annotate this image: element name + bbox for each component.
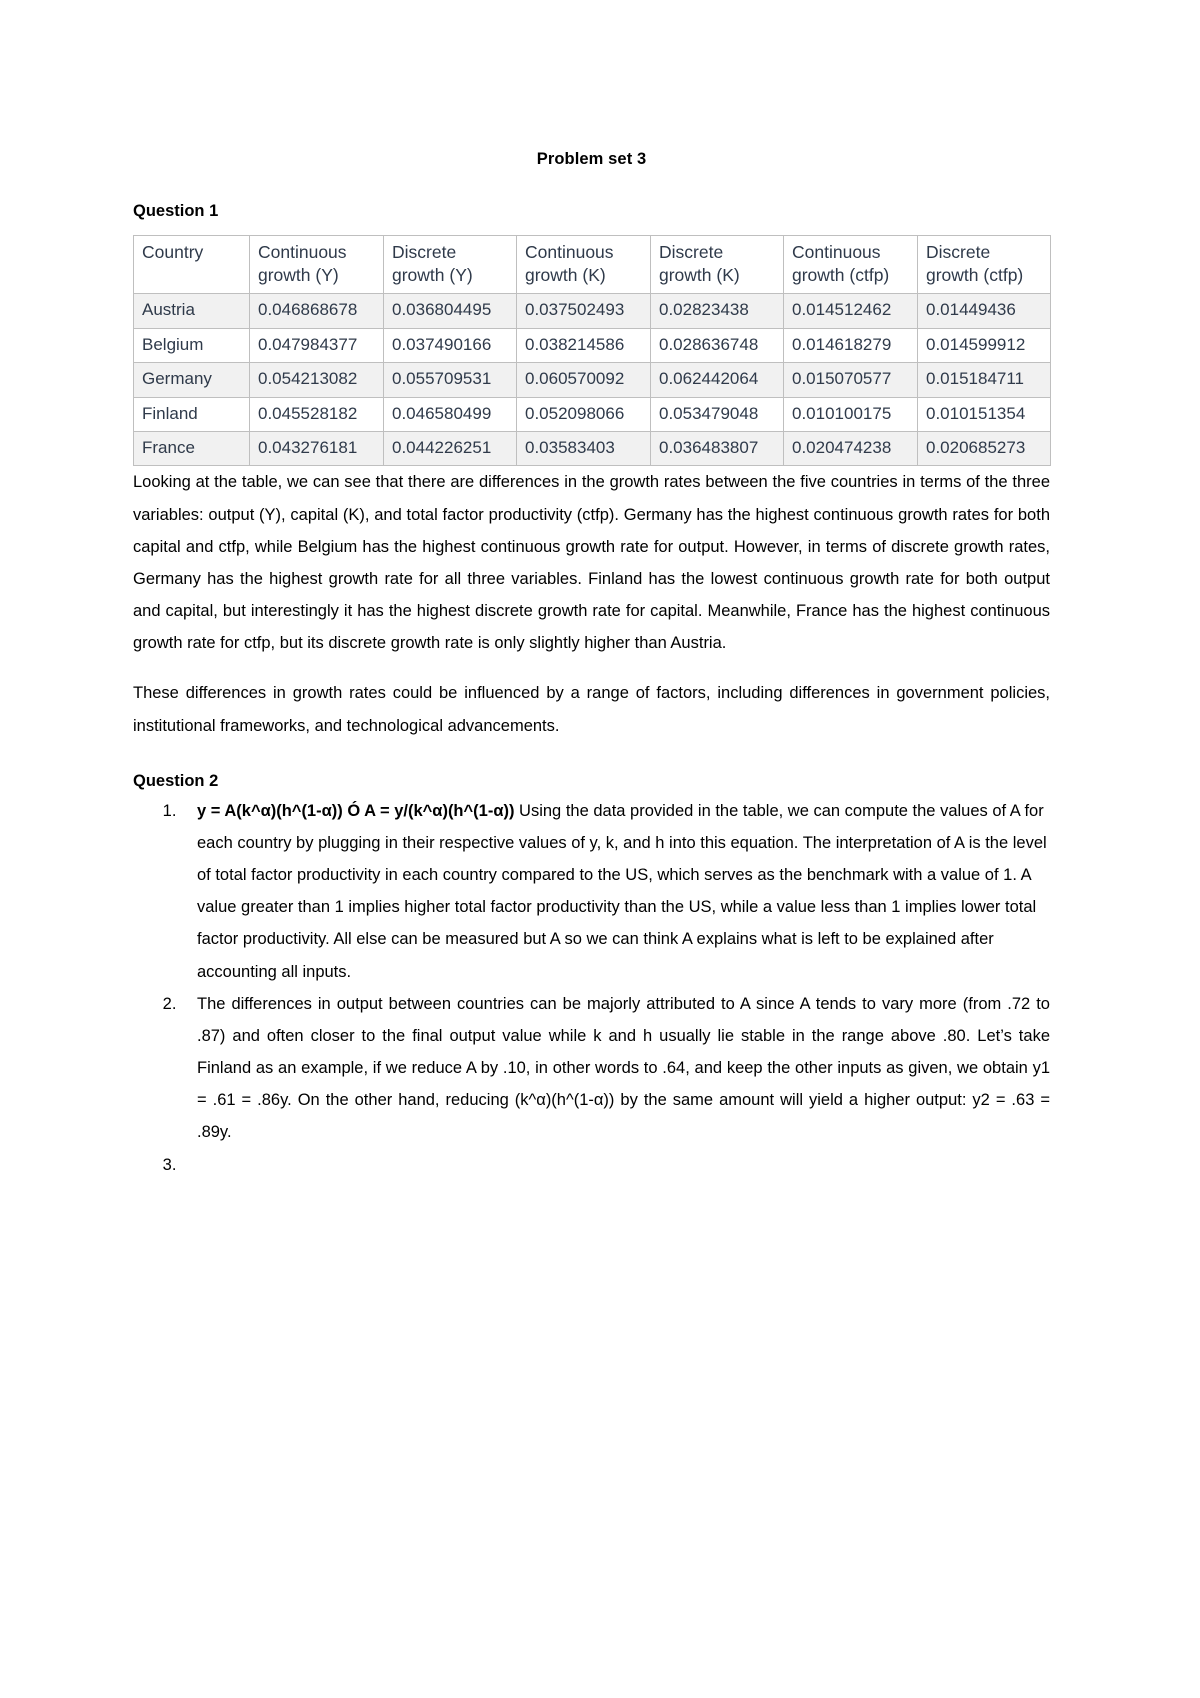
page-title: Problem set 3 <box>536 150 647 168</box>
cell-discrete-k: 0.062442064 <box>651 363 784 397</box>
cell-discrete-y: 0.046580499 <box>384 397 517 431</box>
cell-discrete-k: 0.036483807 <box>651 431 784 465</box>
cell-continuous-ctfp: 0.014512462 <box>784 294 918 328</box>
column-header-discrete-ctfp: Discrete growth (ctfp) <box>918 236 1051 294</box>
cell-continuous-y: 0.045528182 <box>250 397 384 431</box>
cell-continuous-ctfp: 0.015070577 <box>784 363 918 397</box>
list-item <box>181 1149 1050 1181</box>
cell-continuous-y: 0.047984377 <box>250 328 384 362</box>
table-row <box>134 328 1051 362</box>
question-2-list <box>133 795 1050 1181</box>
cell-continuous-ctfp: 0.020474238 <box>784 431 918 465</box>
cell-continuous-ctfp: 0.014618279 <box>784 328 918 362</box>
cell-discrete-ctfp: 0.010151354 <box>918 397 1051 431</box>
cell-country: Belgium <box>134 328 250 362</box>
question-2-item2-text: 2. The differences in output between countries can be majorly attributed to A since A tends to vary more (from .72 to .87) and often closer to the final output value while k and h usually lie stable in the range above .80. Let’s take Finland as an example, if we reduce A by .10, in other words to .64, and keep the other inputs as given, we obtain y1 = .61 = .86y. On the other hand, reducing (k^α)(h^(1-α)) by the same amount will yield a higher output: y2 = .63 = .89y. <box>197 994 1050 1142</box>
cell-discrete-ctfp: 0.020685273 <box>918 431 1051 465</box>
column-header-country: Country <box>134 236 250 294</box>
cell-discrete-y: 0.036804495 <box>384 294 517 328</box>
table-row <box>134 294 1051 328</box>
cell-discrete-ctfp: 0.015184711 <box>918 363 1051 397</box>
cell-continuous-k: 0.060570092 <box>517 363 651 397</box>
cell-continuous-k: 0.03583403 <box>517 431 651 465</box>
column-header-discrete-k: Discrete growth (K) <box>651 236 784 294</box>
tfp-formula: y = A(k^α)(h^(1-α)) Ó A = y/(k^α)(h^(1-α)) <box>197 801 515 820</box>
list-item <box>181 988 1050 1149</box>
cell-continuous-k: 0.037502493 <box>517 294 651 328</box>
column-header-continuous-y: Continuous growth (Y) <box>250 236 384 294</box>
cell-country: Germany <box>134 363 250 397</box>
table-row <box>134 363 1051 397</box>
question-1-paragraph-2: These differences in growth rates could be influenced by a range of factors, including differences in government policies, institutional frameworks, and technological advancements. <box>133 684 1050 735</box>
cell-continuous-k: 0.052098066 <box>517 397 651 431</box>
question-2-heading: Question 2 <box>133 771 219 790</box>
cell-continuous-k: 0.038214586 <box>517 328 651 362</box>
cell-continuous-y: 0.043276181 <box>250 431 384 465</box>
cell-discrete-k: 0.02823438 <box>651 294 784 328</box>
list-item <box>181 795 1050 988</box>
cell-continuous-y: 0.054213082 <box>250 363 384 397</box>
cell-country: France <box>134 431 250 465</box>
cell-discrete-y: 0.044226251 <box>384 431 517 465</box>
column-header-continuous-ctfp: Continuous growth (ctfp) <box>784 236 918 294</box>
cell-discrete-ctfp: 0.014599912 <box>918 328 1051 362</box>
cell-discrete-y: 0.055709531 <box>384 363 517 397</box>
question-2-item1-paragraph-2: The interpretation of A is the level of total factor productivity in each country compared to the US, which serves as the benchmark with a value of 1. A value greater than 1 implies higher total factor productivity than the US, while a value less than 1 implies lower total factor productivity. All else can be measured but A so we can think A explains what is left to be explained after accounting all inputs. <box>197 833 1047 981</box>
column-header-discrete-y: Discrete growth (Y) <box>384 236 517 294</box>
table-header-row <box>134 236 1051 294</box>
cell-continuous-y: 0.046868678 <box>250 294 384 328</box>
cell-continuous-ctfp: 0.010100175 <box>784 397 918 431</box>
cell-discrete-k: 0.028636748 <box>651 328 784 362</box>
cell-discrete-k: 0.053479048 <box>651 397 784 431</box>
cell-country: Austria <box>134 294 250 328</box>
question-2-item1-paragraph-1: Using the data provided in the table, we can compute the values of A for each country by plugging in their respective values of y, k, and h into this equation. <box>197 801 1044 852</box>
question-1-paragraph-1: Looking at the table, we can see that there are differences in the growth rates between the five countries in terms of the three variables: output (Y), capital (K), and total factor productivity (ctfp). Germany has the highest continuous growth rates for both capital and ctfp, while Belgium has the highest continuous growth rate for output. However, in terms of discrete growth rates, Germany has the highest growth rate for all three variables. Finland has the lowest continuous growth rate for both output and capital, but interestingly it has the highest discrete growth rate for capital. Meanwhile, France has the highest continuous growth rate for ctfp, but its discrete growth rate is only slightly higher than Austria. <box>133 473 1050 653</box>
question-1-heading: Question 1 <box>133 202 219 220</box>
growth-rates-table <box>133 235 1051 466</box>
table-row <box>134 397 1051 431</box>
column-header-continuous-k: Continuous growth (K) <box>517 236 651 294</box>
table-row <box>134 431 1051 465</box>
cell-country: Finland <box>134 397 250 431</box>
cell-discrete-y: 0.037490166 <box>384 328 517 362</box>
cell-discrete-ctfp: 0.01449436 <box>918 294 1051 328</box>
